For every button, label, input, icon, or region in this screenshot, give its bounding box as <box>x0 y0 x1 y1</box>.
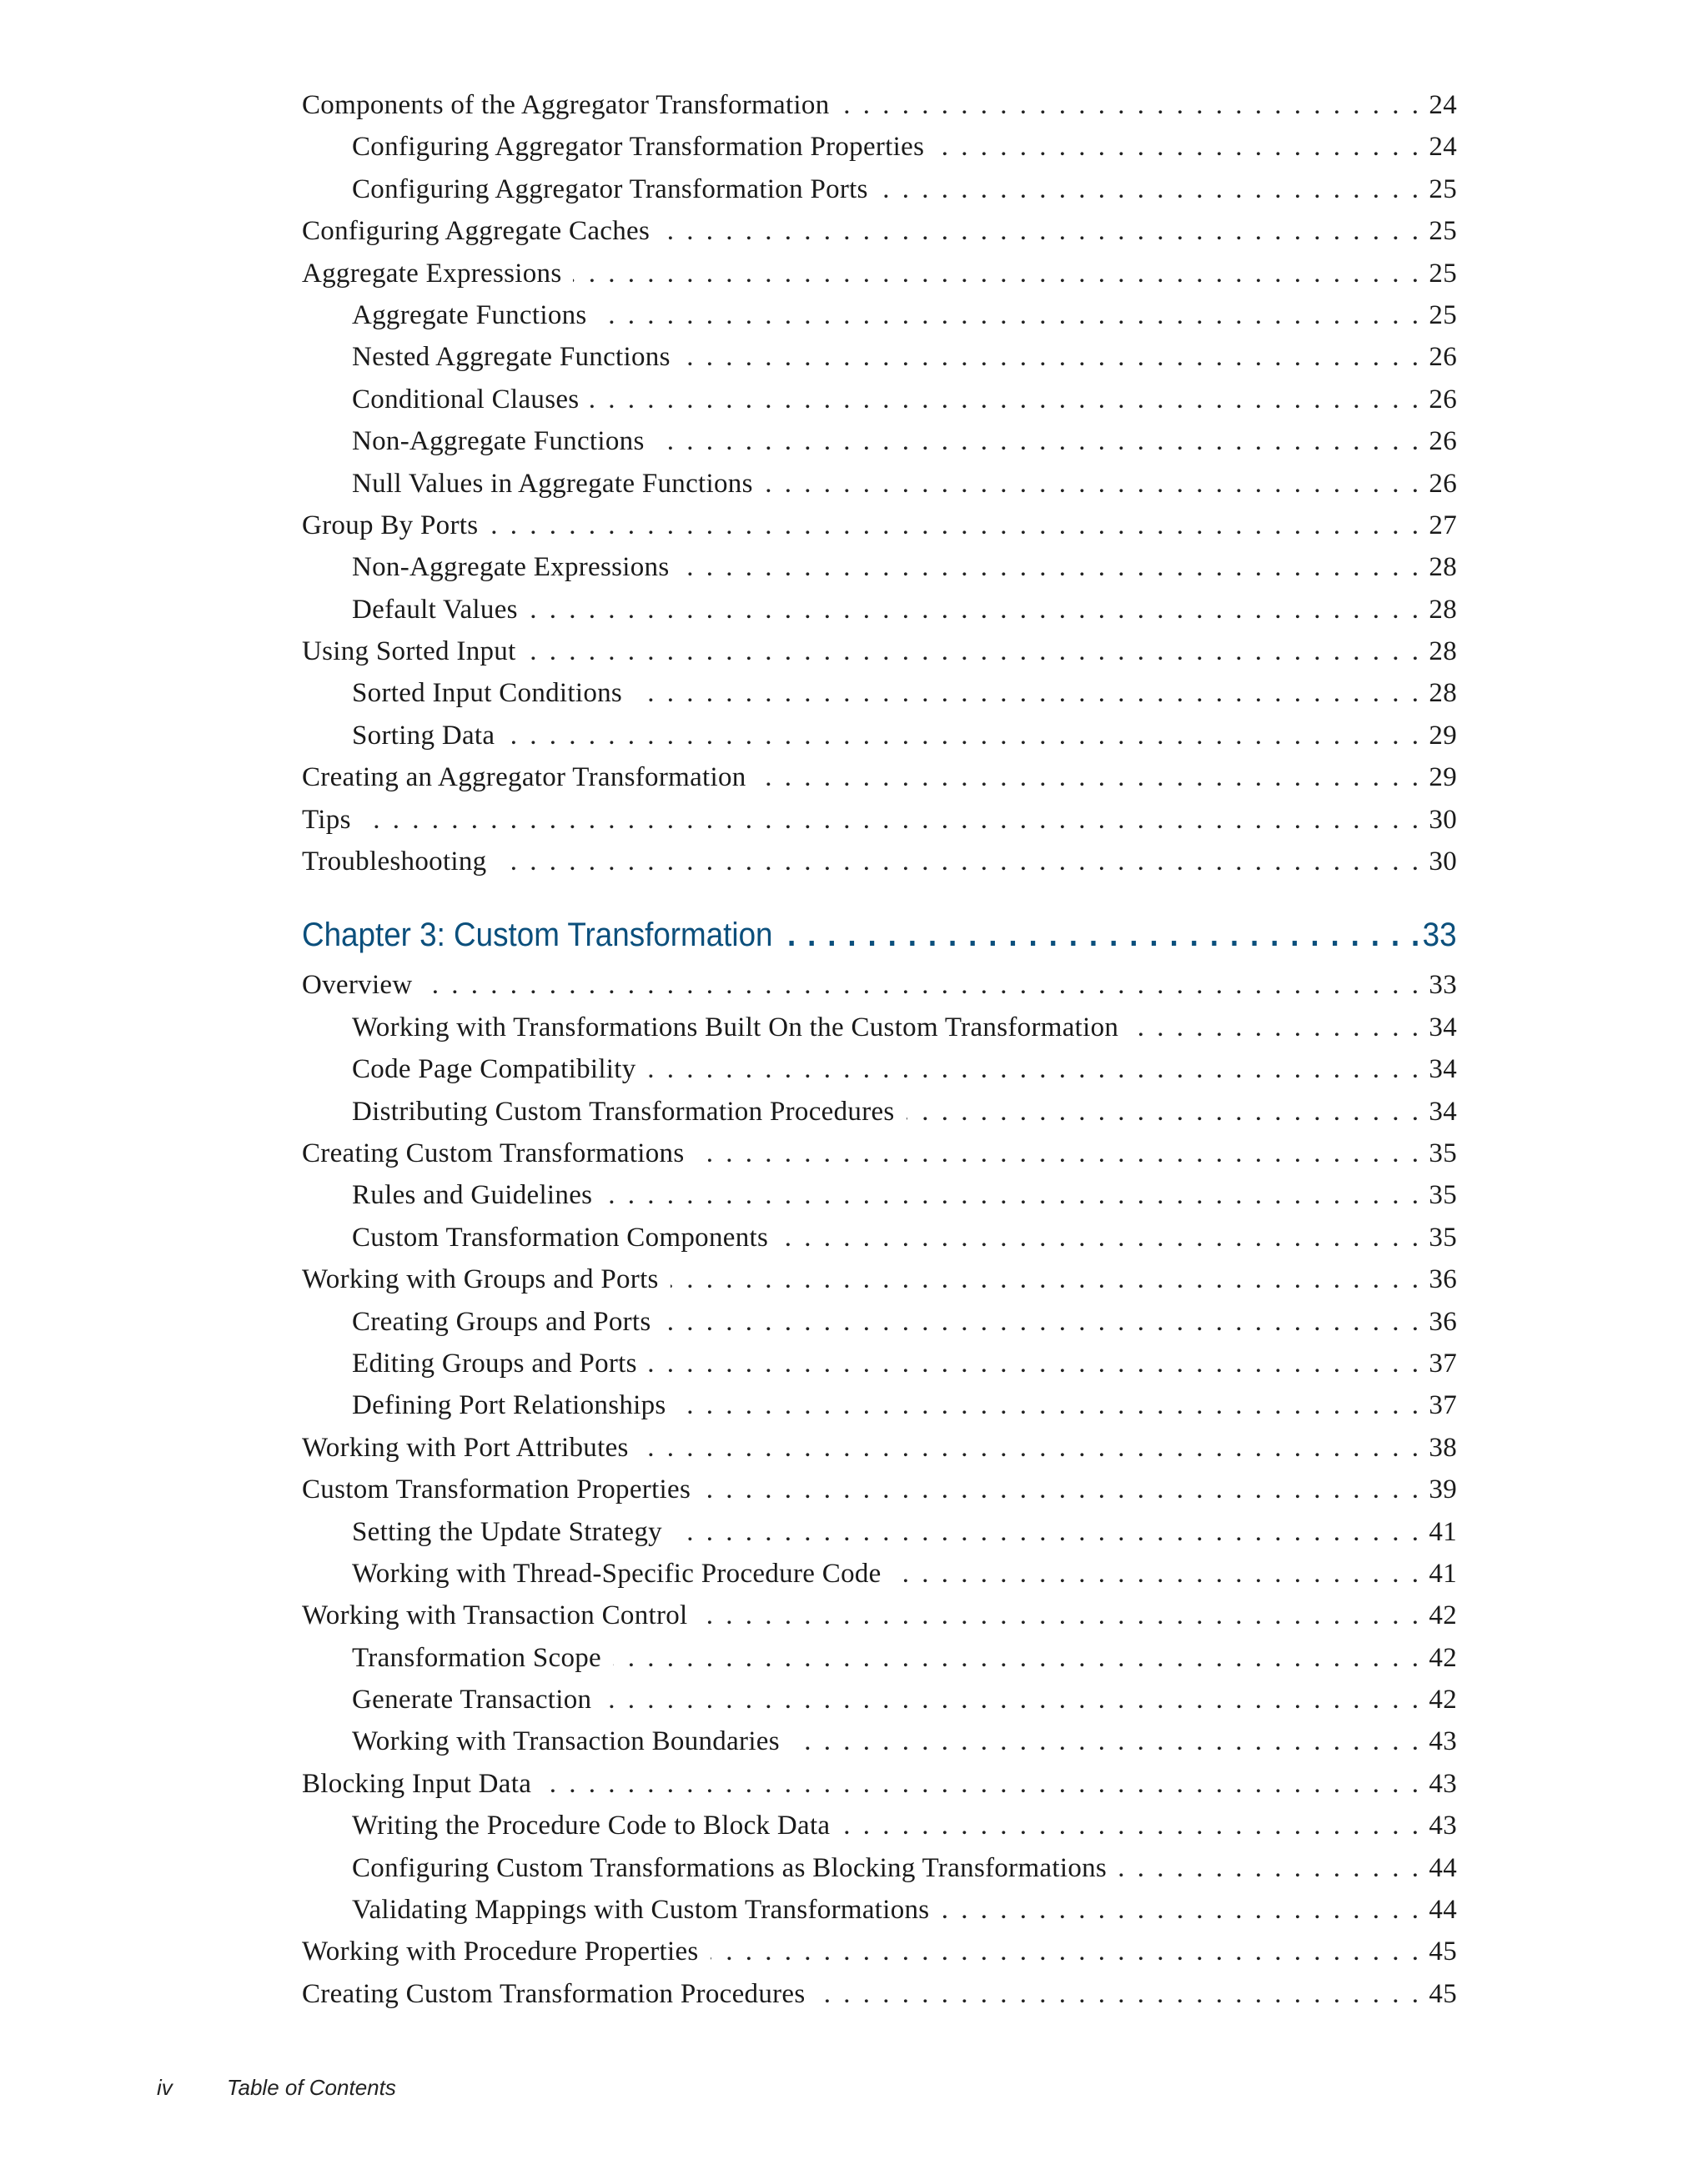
toc-entry[interactable] <box>302 1979 1457 2021</box>
toc-subentry[interactable] <box>302 721 1457 762</box>
toc-entry-page-number: 41 <box>1429 1558 1457 1589</box>
dot-leader <box>573 259 1419 289</box>
toc-entry-title: Blocking Input Data <box>302 1768 532 1799</box>
toc-entry-page-number: 30 <box>1429 846 1457 877</box>
dot-leader <box>498 846 1419 877</box>
toc-entry-title: Aggregate Functions <box>352 299 587 330</box>
toc-subentry[interactable] <box>302 1895 1457 1936</box>
toc-entry-title: Overview <box>302 970 413 1001</box>
toc-entry-page-number: 29 <box>1429 720 1457 751</box>
dot-leader <box>765 469 1419 500</box>
toc-entry[interactable] <box>302 636 1457 678</box>
toc-entry-title: Configuring Custom Transformations as Blocking Transformations <box>352 1852 1108 1883</box>
dot-leader <box>678 1390 1419 1421</box>
toc-entry-title: Working with Groups and Ports <box>302 1264 659 1295</box>
toc-entry[interactable] <box>302 1138 1457 1180</box>
toc-subentry[interactable] <box>302 1517 1457 1559</box>
toc-entry-page-number: 42 <box>1429 1600 1457 1631</box>
dot-leader <box>599 300 1419 331</box>
toc-entry-page-number: 25 <box>1429 173 1457 204</box>
toc-entry[interactable] <box>302 762 1457 804</box>
toc-entry-page-number: 35 <box>1429 1222 1457 1253</box>
toc-subentry[interactable] <box>302 300 1457 342</box>
dot-leader <box>671 1264 1419 1295</box>
toc-entry-title: Non-Aggregate Expressions <box>352 552 670 583</box>
dot-leader <box>543 1769 1419 1800</box>
toc-entry-page-number: 25 <box>1429 299 1457 330</box>
dot-leader <box>528 636 1419 667</box>
toc-subentry[interactable] <box>302 1097 1457 1138</box>
table-of-contents <box>302 90 1457 2021</box>
running-footer-label: Table of Contents <box>227 2075 396 2100</box>
toc-entry-page-number: 34 <box>1429 1096 1457 1127</box>
dot-leader <box>841 90 1419 121</box>
toc-subentry[interactable] <box>302 342 1457 384</box>
toc-entry-title: Configuring Aggregator Transformation Properties <box>352 132 925 163</box>
dot-leader <box>363 805 1419 836</box>
toc-entry[interactable] <box>302 970 1457 1012</box>
dot-leader <box>424 970 1419 1001</box>
toc-entry-page-number: 34 <box>1429 1054 1457 1085</box>
toc-entry-page-number: 43 <box>1429 1811 1457 1841</box>
toc-entry-title: Rules and Guidelines <box>352 1180 593 1211</box>
dot-leader <box>603 1685 1419 1715</box>
toc-entry[interactable] <box>302 1936 1457 1978</box>
toc-entry-title: Creating an Aggregator Transformation <box>302 762 746 793</box>
dot-leader <box>649 1349 1419 1379</box>
toc-entry-page-number: 45 <box>1429 1978 1457 2009</box>
toc-entry-page-number: 45 <box>1429 1936 1457 1967</box>
dot-leader <box>785 917 1419 954</box>
toc-subentry[interactable] <box>302 1012 1457 1054</box>
toc-entry-page-number: 26 <box>1429 384 1457 414</box>
toc-entry-page-number: 29 <box>1429 762 1457 793</box>
toc-entry-title: Sorting Data <box>352 720 495 751</box>
toc-entry-title: Working with Thread-Specific Procedure Code <box>352 1558 882 1589</box>
toc-subentry[interactable] <box>302 1307 1457 1349</box>
toc-entry-title: Custom Transformation Components <box>352 1222 769 1253</box>
toc-entry-title: Working with Transaction Boundaries <box>352 1726 780 1757</box>
toc-entry-page-number: 24 <box>1429 132 1457 163</box>
toc-entry[interactable] <box>302 846 1457 888</box>
toc-entry-page-number: 37 <box>1429 1390 1457 1421</box>
dot-leader <box>941 1895 1419 1926</box>
toc-entry-title: Troubleshooting <box>302 846 487 877</box>
toc-entry[interactable] <box>302 1264 1457 1306</box>
dot-leader <box>696 1138 1419 1169</box>
toc-entry-page-number: 39 <box>1429 1474 1457 1505</box>
toc-entry[interactable] <box>302 1433 1457 1474</box>
toc-entry-page-number: 28 <box>1429 552 1457 583</box>
toc-entry-page-number: 26 <box>1429 468 1457 499</box>
dot-leader <box>702 1474 1419 1505</box>
toc-subentry[interactable] <box>302 595 1457 636</box>
toc-entry-title: Creating Groups and Ports <box>352 1306 651 1337</box>
toc-subentry[interactable] <box>302 1726 1457 1768</box>
chapter-page-number: 33 <box>1422 917 1457 954</box>
toc-entry-page-number: 42 <box>1429 1685 1457 1715</box>
toc-entry-page-number: 28 <box>1429 594 1457 625</box>
toc-entry-title: Setting the Update Strategy <box>352 1516 662 1547</box>
toc-entry-title: Default Values <box>352 594 518 625</box>
toc-entry[interactable] <box>302 216 1457 258</box>
dot-leader <box>791 1726 1419 1757</box>
dot-leader <box>907 1097 1419 1128</box>
toc-entry-title: Non-Aggregate Functions <box>352 426 645 457</box>
toc-entry-page-number: 36 <box>1429 1306 1457 1337</box>
dot-leader <box>656 426 1419 457</box>
chapter-heading[interactable] <box>302 917 1457 970</box>
toc-entry-title: Working with Transformations Built On the Custom Transformation <box>352 1012 1119 1042</box>
dot-leader <box>634 678 1419 709</box>
page-folio: iv <box>157 2075 173 2100</box>
dot-leader <box>661 216 1419 247</box>
dot-leader <box>711 1936 1419 1967</box>
toc-entry-title: Sorted Input Conditions <box>352 678 623 709</box>
dot-leader <box>1130 1012 1419 1043</box>
dot-leader <box>880 174 1419 205</box>
toc-entry-page-number: 34 <box>1429 1012 1457 1042</box>
toc-entry-title: Working with Transaction Control <box>302 1600 688 1631</box>
toc-subentry[interactable] <box>302 384 1457 426</box>
dot-leader <box>1118 1853 1419 1884</box>
dot-leader <box>590 384 1419 415</box>
toc-entry-title: Writing the Procedure Code to Block Data <box>352 1811 831 1841</box>
dot-leader <box>506 721 1419 751</box>
toc-entry-title: Defining Port Relationships <box>352 1390 666 1421</box>
dot-leader <box>663 1307 1419 1338</box>
toc-entry[interactable] <box>302 1600 1457 1642</box>
toc-entry-title: Using Sorted Input <box>302 636 516 667</box>
toc-subentry[interactable] <box>302 552 1457 594</box>
toc-subentry[interactable] <box>302 426 1457 468</box>
toc-entry-title: Components of the Aggregator Transformation <box>302 90 830 120</box>
toc-subentry[interactable] <box>302 1559 1457 1600</box>
toc-subentry[interactable] <box>302 1054 1457 1096</box>
dot-leader <box>530 595 1419 625</box>
toc-entry-page-number: 38 <box>1429 1432 1457 1463</box>
dot-leader <box>841 1811 1419 1841</box>
toc-entry-page-number: 28 <box>1429 678 1457 709</box>
toc-entry-page-number: 36 <box>1429 1264 1457 1295</box>
toc-entry-title: Code Page Compatibility <box>352 1054 636 1085</box>
toc-entry-title: Working with Procedure Properties <box>302 1936 699 1967</box>
toc-entry-page-number: 44 <box>1429 1852 1457 1883</box>
dot-leader <box>613 1643 1419 1674</box>
toc-entry-title: Configuring Aggregate Caches <box>302 216 651 247</box>
dot-leader <box>893 1559 1419 1590</box>
toc-entry[interactable] <box>302 805 1457 846</box>
dot-leader <box>936 132 1419 163</box>
toc-entry[interactable] <box>302 1769 1457 1811</box>
dot-leader <box>604 1180 1419 1211</box>
toc-entry-title: Transformation Scope <box>352 1642 602 1673</box>
toc-subentry[interactable] <box>302 174 1457 216</box>
toc-entry-page-number: 26 <box>1429 426 1457 457</box>
dot-leader <box>780 1223 1419 1253</box>
toc-entry-title: Group By Ports <box>302 510 479 540</box>
toc-entry-page-number: 30 <box>1429 804 1457 835</box>
toc-entry-title: Tips <box>302 804 351 835</box>
toc-subentry[interactable] <box>302 1811 1457 1852</box>
toc-subentry[interactable] <box>302 132 1457 173</box>
chapter-title: Chapter 3: Custom Transformation <box>302 917 773 954</box>
toc-entry-page-number: 25 <box>1429 216 1457 247</box>
dot-leader <box>648 1054 1419 1085</box>
dot-leader <box>674 1517 1419 1548</box>
toc-entry-title: Editing Groups and Ports <box>352 1348 637 1379</box>
dot-leader <box>640 1433 1419 1464</box>
toc-entry-title: Working with Port Attributes <box>302 1432 629 1463</box>
toc-entry-title: Conditional Clauses <box>352 384 580 414</box>
dot-leader <box>700 1600 1419 1631</box>
toc-entry-page-number: 25 <box>1429 258 1457 289</box>
toc-entry-page-number: 43 <box>1429 1726 1457 1757</box>
toc-subentry[interactable] <box>302 469 1457 510</box>
toc-entry-title: Creating Custom Transformation Procedures <box>302 1978 806 2009</box>
toc-entry-page-number: 26 <box>1429 342 1457 373</box>
toc-entry-page-number: 41 <box>1429 1516 1457 1547</box>
toc-entry-page-number: 43 <box>1429 1768 1457 1799</box>
toc-entry-page-number: 24 <box>1429 90 1457 120</box>
toc-entry-page-number: 33 <box>1429 970 1457 1001</box>
dot-leader <box>490 510 1419 541</box>
toc-entry-page-number: 35 <box>1429 1138 1457 1168</box>
toc-subentry[interactable] <box>302 1349 1457 1390</box>
toc-subentry[interactable] <box>302 1685 1457 1726</box>
toc-entry-page-number: 44 <box>1429 1895 1457 1926</box>
toc-entry[interactable] <box>302 510 1457 552</box>
toc-entry-title: Generate Transaction <box>352 1685 592 1715</box>
toc-entry-page-number: 27 <box>1429 510 1457 540</box>
toc-entry-title: Nested Aggregate Functions <box>352 342 671 373</box>
toc-entry-title: Custom Transformation Properties <box>302 1474 691 1505</box>
toc-entry-title: Validating Mappings with Custom Transformations <box>352 1895 930 1926</box>
page-footer <box>157 2075 396 2101</box>
toc-entry-title: Creating Custom Transformations <box>302 1138 685 1168</box>
toc-subentry[interactable] <box>302 1643 1457 1685</box>
toc-subentry[interactable] <box>302 1180 1457 1222</box>
toc-entry-title: Aggregate Expressions <box>302 258 562 289</box>
toc-subentry[interactable] <box>302 1853 1457 1895</box>
dot-leader <box>758 762 1419 793</box>
toc-entry-title: Null Values in Aggregate Functions <box>352 468 753 499</box>
toc-subentry[interactable] <box>302 678 1457 720</box>
dot-leader <box>681 552 1419 583</box>
toc-entry-page-number: 42 <box>1429 1642 1457 1673</box>
dot-leader <box>817 1979 1419 2010</box>
toc-entry-page-number: 37 <box>1429 1348 1457 1379</box>
toc-entry[interactable] <box>302 1474 1457 1516</box>
dot-leader <box>682 342 1419 373</box>
toc-subentry[interactable] <box>302 1390 1457 1432</box>
toc-entry-page-number: 35 <box>1429 1180 1457 1211</box>
toc-entry-title: Configuring Aggregator Transformation Ports <box>352 173 868 204</box>
toc-subentry[interactable] <box>302 1223 1457 1264</box>
toc-entry[interactable] <box>302 259 1457 300</box>
toc-entry-title: Distributing Custom Transformation Procedures <box>352 1096 895 1127</box>
toc-entry-page-number: 28 <box>1429 636 1457 667</box>
toc-entry[interactable] <box>302 90 1457 132</box>
